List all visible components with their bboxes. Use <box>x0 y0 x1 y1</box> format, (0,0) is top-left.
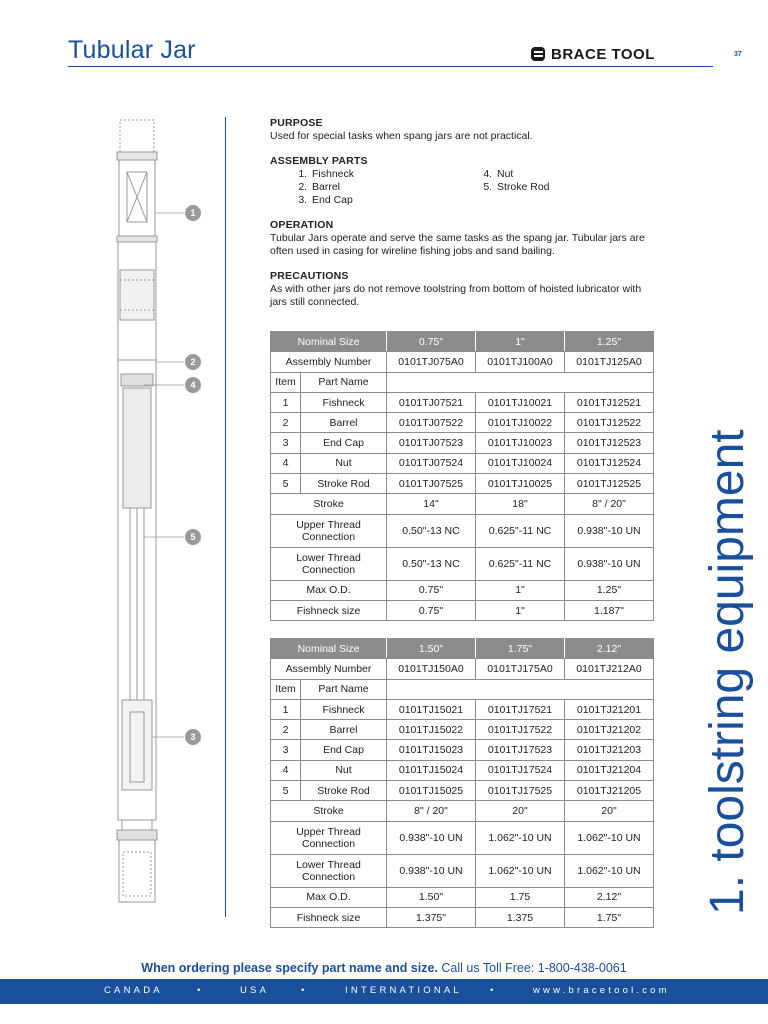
table-cell: 0101TJ12522 <box>565 413 654 433</box>
item-header-row <box>271 679 654 699</box>
table-cell: 3 <box>271 433 301 453</box>
table-row <box>271 433 654 453</box>
footer-website-link[interactable]: www.bracetool.com <box>533 985 670 996</box>
spec-label: Fishneck size <box>271 907 387 927</box>
item-column-header: Item <box>271 679 301 699</box>
table-cell: 0101TJ15021 <box>387 699 476 719</box>
table-cell: 5 <box>271 474 301 494</box>
footer-bar <box>0 979 768 1004</box>
item-column-header: Item <box>271 372 301 392</box>
spec-row <box>271 907 654 927</box>
table-cell: 0101TJ12521 <box>565 392 654 412</box>
table-cell: 0101TJ10025 <box>476 474 565 494</box>
table-cell: 0101TJ15022 <box>387 720 476 740</box>
spec-label: Lower Thread Connection <box>271 547 387 580</box>
table-cell: 0101TJ21203 <box>565 740 654 760</box>
assembly-number-value: 0101TJ212A0 <box>565 659 654 679</box>
table-cell: 0101TJ10023 <box>476 433 565 453</box>
spec-value: 0.938"-10 UN <box>387 854 476 887</box>
spec-label: Upper Thread Connection <box>271 821 387 854</box>
spec-label: Stroke <box>271 801 387 821</box>
table-cell: 0101TJ15025 <box>387 781 476 801</box>
spec-row <box>271 494 654 514</box>
section-side-title: 1. toolstring equipment <box>701 429 754 915</box>
callout-5: 5 <box>185 529 201 545</box>
spec-label: Upper Thread Connection <box>271 514 387 547</box>
table-cell: 0101TJ17524 <box>476 760 565 780</box>
brace-logo-icon <box>530 46 546 62</box>
list-item: 3. End Cap <box>310 194 455 207</box>
spec-value: 1.375 <box>476 907 565 927</box>
part-name-column-header: Part Name <box>301 679 387 699</box>
table-cell: 0101TJ07523 <box>387 433 476 453</box>
table-row <box>271 720 654 740</box>
spec-value: 0.938"-10 UN <box>565 514 654 547</box>
assembly-number-label: Assembly Number <box>271 352 387 372</box>
table-cell: 3 <box>271 740 301 760</box>
table-row <box>271 699 654 719</box>
spec-row <box>271 887 654 907</box>
list-item: 2. Barrel <box>310 181 455 194</box>
page-title: Tubular Jar <box>68 36 196 64</box>
footer-bullet: • <box>490 985 497 996</box>
spec-value: 20" <box>565 801 654 821</box>
table-row <box>271 453 654 473</box>
toll-free-number: Call us Toll Free: 1-800-438-0061 <box>441 961 627 975</box>
spec-table-small-sizes <box>270 331 654 621</box>
precautions-heading: PRECAUTIONS <box>270 270 349 282</box>
spec-value: 0.50"-13 NC <box>387 514 476 547</box>
table-cell: 0101TJ12524 <box>565 453 654 473</box>
table-cell: 0101TJ07525 <box>387 474 476 494</box>
nominal-size-value: 1.75" <box>476 639 565 659</box>
ordering-note <box>0 961 768 975</box>
footer-bullet: • <box>301 985 308 996</box>
callout-4: 4 <box>185 377 201 393</box>
assembly-heading: ASSEMBLY PARTS <box>270 155 368 167</box>
nominal-size-value: 1" <box>476 332 565 352</box>
table-cell: 0101TJ07522 <box>387 413 476 433</box>
nominal-size-value: 2.12" <box>565 639 654 659</box>
ordering-instruction: When ordering please specify part name and size. <box>141 961 438 975</box>
spec-value: 0.625"-11 NC <box>476 547 565 580</box>
table-cell: Nut <box>301 760 387 780</box>
spec-value: 0.625"-11 NC <box>476 514 565 547</box>
empty-cell <box>387 679 654 699</box>
list-item: 5. Stroke Rod <box>495 181 640 194</box>
spec-row <box>271 854 654 887</box>
spec-value: 0.938"-10 UN <box>387 821 476 854</box>
nominal-size-value: 1.50" <box>387 639 476 659</box>
table-cell: 2 <box>271 413 301 433</box>
spec-value: 1.062"-10 UN <box>476 821 565 854</box>
assembly-number-value: 0101TJ125A0 <box>565 352 654 372</box>
table-row <box>271 760 654 780</box>
table-cell: Barrel <box>301 720 387 740</box>
footer-usa: USA <box>240 985 270 996</box>
spec-value: 0.938"-10 UN <box>565 547 654 580</box>
nominal-size-label: Nominal Size <box>271 639 387 659</box>
spec-value: 1.25" <box>565 580 654 600</box>
operation-text: Tubular Jars operate and serve the same tasks as the spang jar. Tubular jars are often used in casing for wireline fishing jobs and sand bailing. <box>270 232 645 257</box>
assembly-parts-list <box>270 168 660 207</box>
table-cell: 2 <box>271 720 301 740</box>
footer-international: INTERNATIONAL <box>345 985 462 996</box>
assembly-number-value: 0101TJ150A0 <box>387 659 476 679</box>
assembly-number-value: 0101TJ100A0 <box>476 352 565 372</box>
assembly-number-row <box>271 352 654 372</box>
spec-value: 1.062"-10 UN <box>565 821 654 854</box>
table-cell: 0101TJ15023 <box>387 740 476 760</box>
spec-value: 1.75" <box>565 907 654 927</box>
spec-value: 8" / 20" <box>387 801 476 821</box>
spec-label: Max O.D. <box>271 887 387 907</box>
table-header-row <box>271 639 654 659</box>
item-header-row <box>271 372 654 392</box>
table-header-row <box>271 332 654 352</box>
callout-3: 3 <box>185 729 201 745</box>
assembly-number-row <box>271 659 654 679</box>
spec-value: 1" <box>476 600 565 620</box>
table-cell: 5 <box>271 781 301 801</box>
table-cell: 0101TJ15024 <box>387 760 476 780</box>
table-cell: Nut <box>301 453 387 473</box>
table-cell: 0101TJ07521 <box>387 392 476 412</box>
spec-row <box>271 821 654 854</box>
spec-value: 0.75" <box>387 600 476 620</box>
table-cell: Barrel <box>301 413 387 433</box>
table-cell: 0101TJ17523 <box>476 740 565 760</box>
table-cell: Fishneck <box>301 392 387 412</box>
table-row <box>271 740 654 760</box>
nominal-size-value: 1.25" <box>565 332 654 352</box>
assembly-parts-col1 <box>270 168 455 207</box>
purpose-text: Used for special tasks when spang jars are not practical. <box>270 130 533 142</box>
footer-bullet: • <box>197 985 204 996</box>
brand-name: BRACE TOOL <box>551 45 655 63</box>
table-cell: 0101TJ17522 <box>476 720 565 740</box>
table-cell: Fishneck <box>301 699 387 719</box>
assembly-number-label: Assembly Number <box>271 659 387 679</box>
table-cell: 0101TJ17525 <box>476 781 565 801</box>
spec-value: 2.12" <box>565 887 654 907</box>
spec-value: 0.50"-13 NC <box>387 547 476 580</box>
spec-row <box>271 514 654 547</box>
footer-canada: CANADA <box>104 985 163 996</box>
list-item: 1. Fishneck <box>310 168 455 181</box>
vertical-divider <box>225 117 226 917</box>
table-cell: 0101TJ21205 <box>565 781 654 801</box>
part-name-column-header: Part Name <box>301 372 387 392</box>
empty-cell <box>387 372 654 392</box>
tubular-jar-drawing <box>100 112 210 912</box>
page-number: 37 <box>734 51 742 58</box>
spec-label: Max O.D. <box>271 580 387 600</box>
table-cell: 4 <box>271 453 301 473</box>
spec-value: 1.187" <box>565 600 654 620</box>
table-row <box>271 474 654 494</box>
table-cell: 0101TJ17521 <box>476 699 565 719</box>
precautions-text: As with other jars do not remove toolstring from bottom of hoisted lubricator with jars still connected. <box>270 283 642 308</box>
purpose-heading: PURPOSE <box>270 117 323 129</box>
spec-value: 18" <box>476 494 565 514</box>
callout-1: 1 <box>185 205 201 221</box>
table-cell: 0101TJ07524 <box>387 453 476 473</box>
table-cell: 4 <box>271 760 301 780</box>
spec-label: Lower Thread Connection <box>271 854 387 887</box>
spec-value: 1.50" <box>387 887 476 907</box>
assembly-parts-col2 <box>455 168 640 207</box>
table-cell: End Cap <box>301 433 387 453</box>
table-row <box>271 392 654 412</box>
table-cell: 0101TJ12525 <box>565 474 654 494</box>
assembly-number-value: 0101TJ075A0 <box>387 352 476 372</box>
table-row <box>271 781 654 801</box>
spec-value: 1.75 <box>476 887 565 907</box>
spec-label: Fishneck size <box>271 600 387 620</box>
description-block <box>270 117 660 309</box>
table-cell: 0101TJ10024 <box>476 453 565 473</box>
spec-value: 1.375" <box>387 907 476 927</box>
assembly-number-value: 0101TJ175A0 <box>476 659 565 679</box>
table-cell: 0101TJ10021 <box>476 392 565 412</box>
list-item: 4. Nut <box>495 168 640 181</box>
title-underline <box>68 66 713 67</box>
spec-value: 1.062"-10 UN <box>565 854 654 887</box>
table-cell: End Cap <box>301 740 387 760</box>
table-cell: 0101TJ10022 <box>476 413 565 433</box>
spec-value: 20" <box>476 801 565 821</box>
table-cell: 0101TJ12523 <box>565 433 654 453</box>
table-cell: 0101TJ21202 <box>565 720 654 740</box>
spec-value: 14" <box>387 494 476 514</box>
spec-row <box>271 547 654 580</box>
table-cell: 0101TJ21201 <box>565 699 654 719</box>
operation-heading: OPERATION <box>270 219 334 231</box>
spec-row <box>271 600 654 620</box>
table-cell: 1 <box>271 699 301 719</box>
nominal-size-label: Nominal Size <box>271 332 387 352</box>
callout-2: 2 <box>185 354 201 370</box>
nominal-size-value: 0.75" <box>387 332 476 352</box>
spec-row <box>271 580 654 600</box>
spec-value: 8" / 20" <box>565 494 654 514</box>
spec-label: Stroke <box>271 494 387 514</box>
brand-logo <box>530 44 655 64</box>
table-cell: Stroke Rod <box>301 781 387 801</box>
table-row <box>271 413 654 433</box>
table-cell: 0101TJ21204 <box>565 760 654 780</box>
spec-row <box>271 801 654 821</box>
spec-value: 1.062"-10 UN <box>476 854 565 887</box>
spec-table-large-sizes <box>270 638 654 928</box>
table-cell: Stroke Rod <box>301 474 387 494</box>
spec-value: 1" <box>476 580 565 600</box>
spec-value: 0.75" <box>387 580 476 600</box>
table-cell: 1 <box>271 392 301 412</box>
